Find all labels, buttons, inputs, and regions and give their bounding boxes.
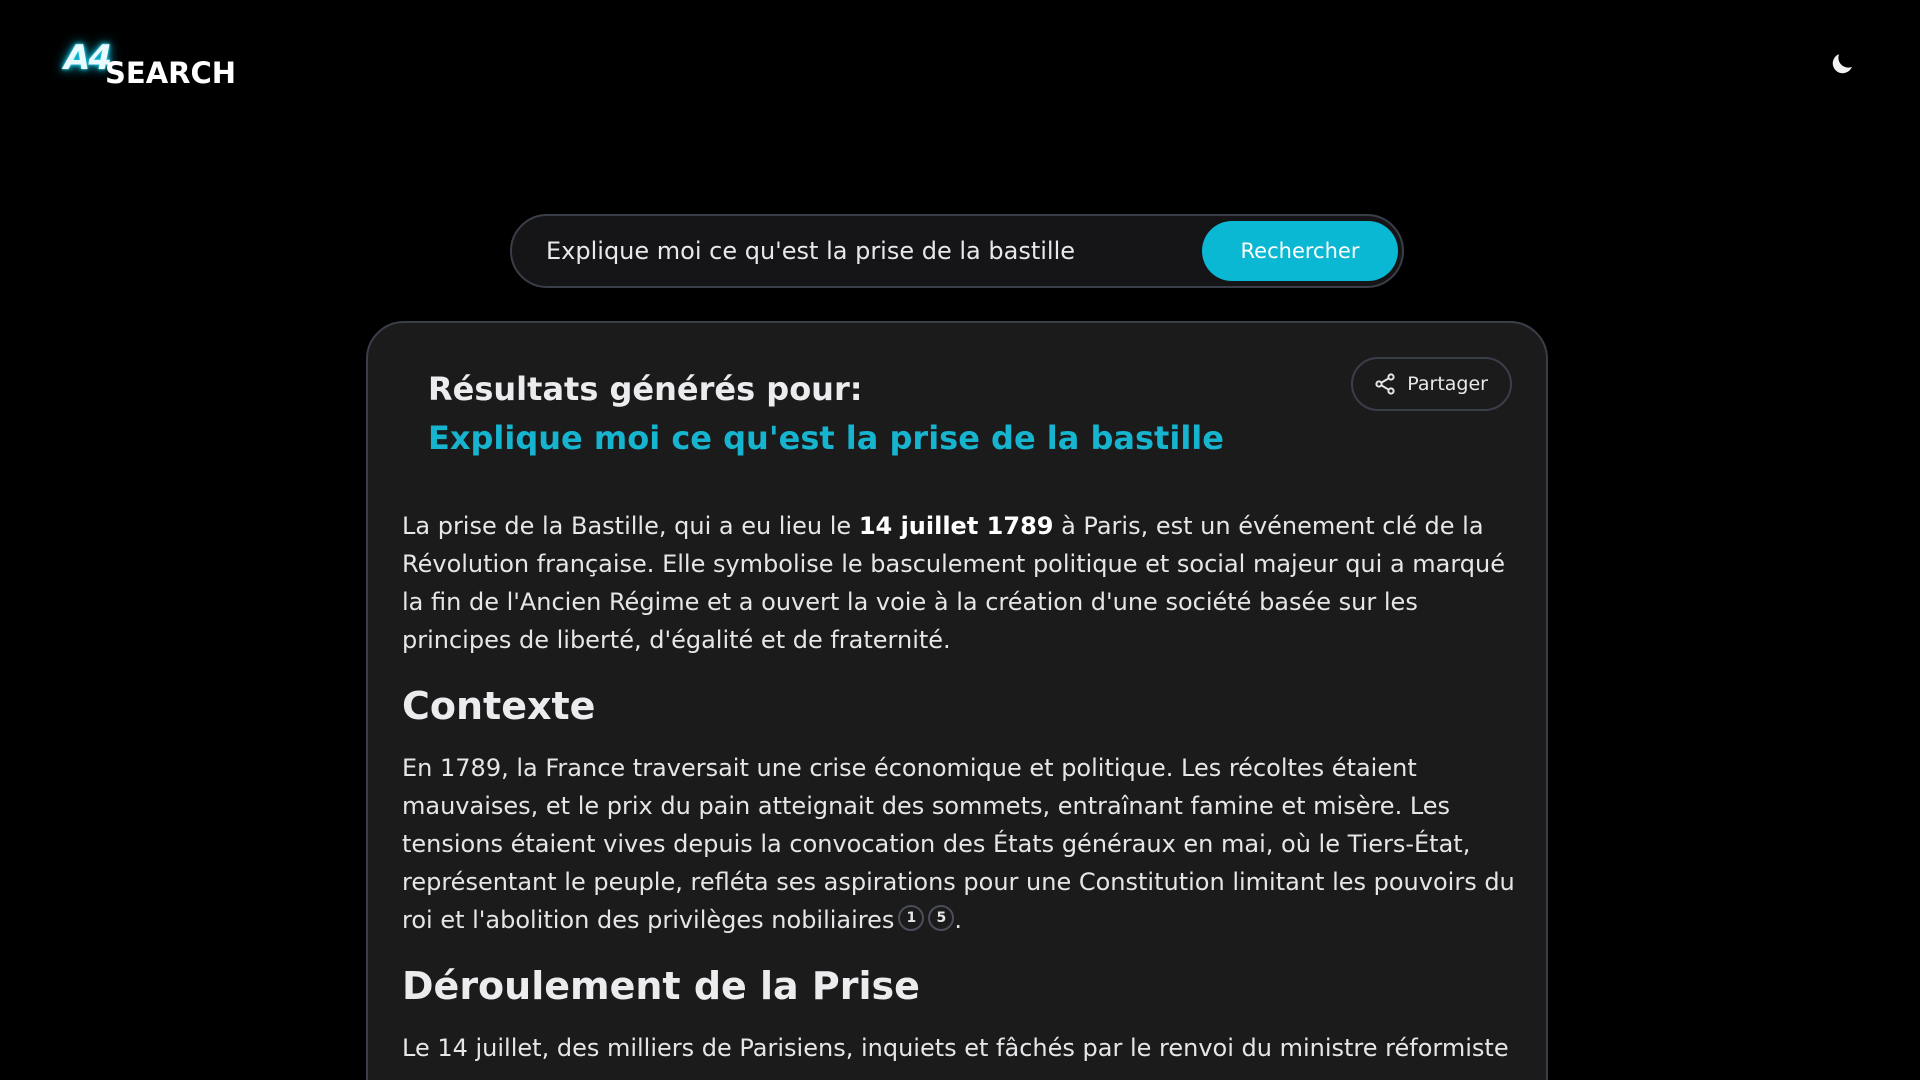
section-heading-contexte: Contexte bbox=[402, 684, 596, 728]
search-bar bbox=[510, 214, 1404, 288]
search-input[interactable] bbox=[544, 226, 1202, 276]
section-heading-deroulement: Déroulement de la Prise bbox=[402, 964, 920, 1008]
deroulement-text: Le 14 juillet, des milliers de Parisiens, inquiets et fâchés par le renvoi du ministre réformiste bbox=[402, 1034, 1509, 1062]
contexte-text-end: . bbox=[954, 906, 963, 934]
moon-icon bbox=[1828, 50, 1856, 78]
citation-badge[interactable]: 5 bbox=[928, 905, 954, 931]
intro-date: 14 juillet 1789 bbox=[858, 512, 1054, 540]
logo-a4-text: A4 bbox=[64, 38, 110, 78]
search-button[interactable]: Rechercher bbox=[1202, 221, 1398, 281]
query-title: Explique moi ce qu'est la prise de la bastille bbox=[428, 419, 1224, 457]
section-paragraph-deroulement bbox=[402, 1029, 1522, 1067]
contexte-text: En 1789, la France traversait une crise économique et politique. Les récoltes étaient mauvaises, et le prix du pain atteignait des sommets, entraînant famine et misère. Les tensions étaient vives depuis la convocation des États généraux en mai, où le Tiers-État, représentant le peuple, refléta ses aspirations pour une Constitution limitant les pouvoirs du roi et l'abolition des privilèges nobiliaires bbox=[402, 754, 1515, 934]
logo-search-text: SEARCH bbox=[105, 56, 237, 90]
answer-content bbox=[402, 507, 1522, 1080]
results-label: Résultats générés pour: bbox=[428, 370, 863, 408]
share-button[interactable] bbox=[1351, 357, 1512, 411]
intro-text-before: La prise de la Bastille, qui a eu lieu le bbox=[402, 512, 859, 540]
share-button-label: Partager bbox=[1407, 373, 1488, 395]
theme-toggle-button[interactable] bbox=[1822, 44, 1862, 84]
intro-paragraph bbox=[402, 507, 1522, 659]
citation-badge[interactable]: 1 bbox=[898, 905, 924, 931]
share-icon bbox=[1373, 372, 1397, 396]
section-paragraph-contexte bbox=[402, 749, 1522, 939]
intro-text-after: à Paris, est un événement clé de la Révolution française. Elle symbolise le basculement politique et social majeur qui a marqué la fin de l'Ancien Régime et a ouvert la voie à la création d'une société basée sur les principes de liberté, d'égalité et de fraternité. bbox=[402, 512, 1506, 654]
a4search-logo[interactable] bbox=[64, 38, 237, 94]
result-card bbox=[366, 321, 1548, 1080]
